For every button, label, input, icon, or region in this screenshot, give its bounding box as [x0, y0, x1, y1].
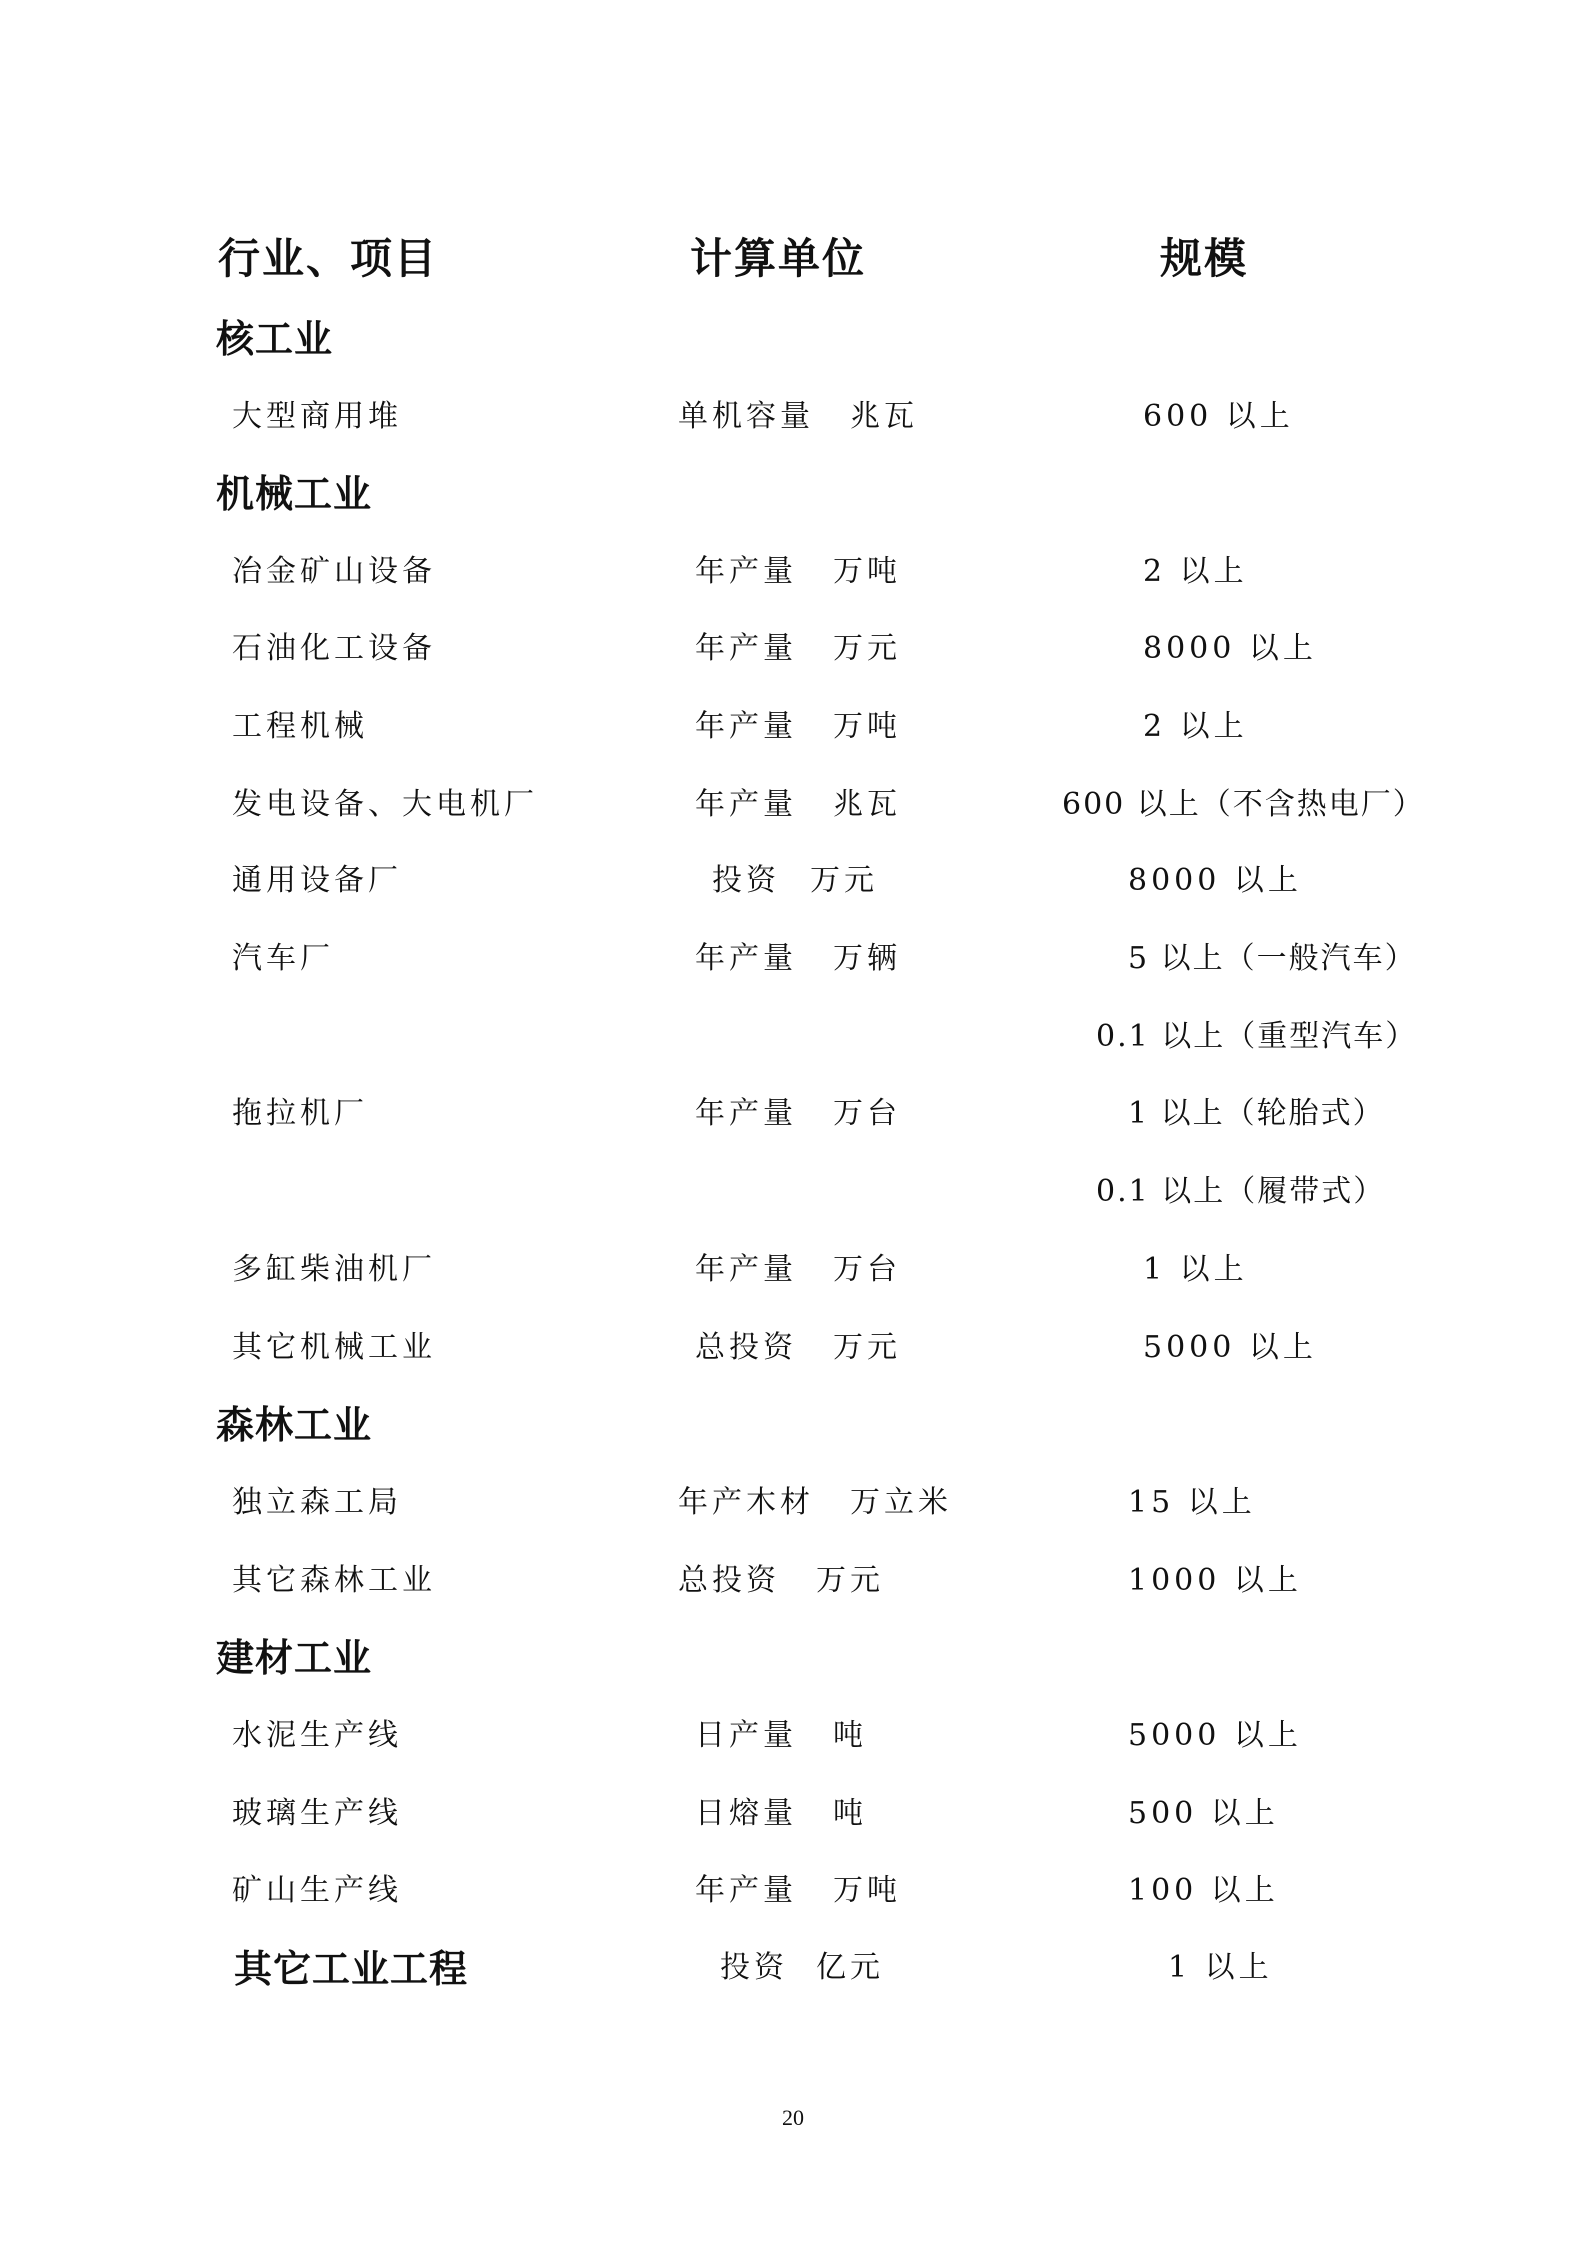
- row-unit: 年产量 万元: [695, 631, 901, 666]
- row-item: 多缸柴油机厂: [232, 1252, 436, 1287]
- section-title-nuclear: 核工业: [216, 316, 334, 361]
- row-unit: 日产量 吨: [695, 1718, 867, 1753]
- row-unit: 年产量 万吨: [695, 554, 901, 589]
- column-header-item: 行业、项目: [218, 234, 439, 283]
- row-item: 汽车厂: [232, 941, 334, 976]
- row-unit: 年产量 万吨: [695, 1873, 901, 1908]
- section-title-building-materials: 建材工业: [216, 1635, 373, 1680]
- row-item: 矿山生产线: [232, 1873, 402, 1908]
- row-unit: 年产量 兆瓦: [695, 787, 901, 822]
- row-scale: 2 以上: [1143, 554, 1248, 589]
- column-header-unit: 计算单位: [690, 234, 867, 283]
- row-item: 石油化工设备: [232, 631, 436, 666]
- row-scale: 500 以上: [1128, 1796, 1279, 1831]
- row-scale: 5 以上（一般汽车）: [1128, 941, 1417, 976]
- row-item: 其它森林工业: [232, 1563, 436, 1598]
- row-unit: 总投资 万元: [678, 1563, 884, 1598]
- row-scale: 1000 以上: [1128, 1563, 1302, 1598]
- row-item: 发电设备、大电机厂: [232, 787, 538, 822]
- column-header-scale: 规模: [1160, 234, 1249, 283]
- row-unit: 年产量 万辆: [695, 941, 901, 976]
- row-scale: 0.1 以上（履带式）: [1096, 1174, 1386, 1209]
- row-scale: 2 以上: [1143, 709, 1248, 744]
- row-item: 玻璃生产线: [232, 1796, 402, 1831]
- row-item: 工程机械: [232, 709, 368, 744]
- row-unit: 单机容量 兆瓦: [678, 399, 918, 434]
- row-unit: 年产木材 万立米: [678, 1485, 952, 1520]
- row-scale: 15 以上: [1128, 1485, 1256, 1520]
- section-title-machinery: 机械工业: [216, 471, 373, 516]
- row-scale: 5000 以上: [1143, 1330, 1317, 1365]
- row-unit: 总投资 万元: [695, 1330, 901, 1365]
- row-scale: 5000 以上: [1128, 1718, 1302, 1753]
- row-scale: 600 以上: [1143, 399, 1294, 434]
- row-scale: 8000 以上: [1143, 631, 1317, 666]
- section-title-forestry: 森林工业: [216, 1402, 373, 1447]
- row-scale: 1 以上: [1168, 1950, 1273, 1985]
- row-item: 冶金矿山设备: [232, 554, 436, 589]
- row-item: 其它机械工业: [232, 1330, 436, 1365]
- row-item: 大型商用堆: [232, 399, 402, 434]
- row-unit: 年产量 万台: [695, 1252, 901, 1287]
- row-unit: 年产量 万台: [695, 1096, 901, 1131]
- row-unit: 投资 万元: [712, 863, 878, 898]
- row-scale: 600 以上（不含热电厂）: [1062, 787, 1425, 822]
- row-scale: 100 以上: [1128, 1873, 1279, 1908]
- row-item: 水泥生产线: [232, 1718, 402, 1753]
- row-scale: 1 以上: [1143, 1252, 1248, 1287]
- row-scale: 1 以上（轮胎式）: [1128, 1096, 1385, 1131]
- page-number: 20: [782, 2105, 804, 2130]
- row-scale: 0.1 以上（重型汽车）: [1096, 1019, 1418, 1054]
- row-unit: 年产量 万吨: [695, 709, 901, 744]
- row-item: 通用设备厂: [232, 863, 402, 898]
- row-unit: 日熔量 吨: [695, 1796, 867, 1831]
- row-item: 独立森工局: [232, 1485, 402, 1520]
- row-scale: 8000 以上: [1128, 863, 1302, 898]
- section-title-other-industry: 其它工业工程: [234, 1946, 469, 1991]
- row-unit: 投资 亿元: [720, 1950, 884, 1985]
- row-item: 拖拉机厂: [232, 1096, 368, 1131]
